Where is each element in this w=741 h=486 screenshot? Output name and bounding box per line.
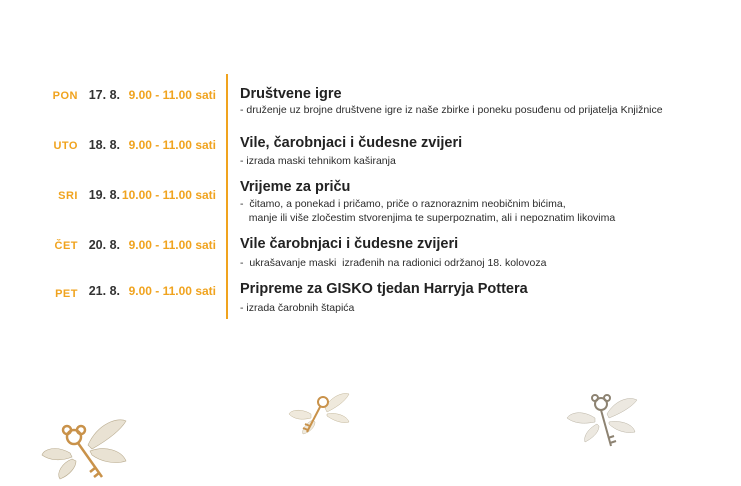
activity-title: Društvene igre [240,86,342,102]
day-label: PET [55,288,78,300]
winged-key-icon [563,392,643,452]
activity-title: Vrijeme za priču [240,179,351,195]
timeline-divider [226,74,228,319]
day-label: PON [52,90,78,102]
activity-title: Vile, čarobnjaci i čudesne zvijeri [240,135,463,151]
time-label: 10.00 - 11.00 sati [121,188,216,202]
date-label: 18. 8. [88,138,120,152]
activity-title: Vile čarobnjaci i čudesne zvijeri [240,236,459,252]
time-label: 9.00 - 11.00 sati [128,238,216,252]
activity-description: - izrada maski tehnikom kaširanja [240,155,396,167]
time-label: 9.00 - 11.00 sati [128,284,216,298]
winged-key-icon [40,415,140,486]
day-label: SRI [58,190,78,202]
time-label: 9.00 - 11.00 sati [128,138,216,152]
date-label: 20. 8. [88,238,120,252]
activity-description: - čitamo, a ponekad i pričamo, priče o raznoraznim neobičnim bićima, manje ili više zločestim stvorenjima te superpoznatim, ali i nepoznatim likovima [240,198,616,224]
activity-description: - izrada čarobnih štapića [240,302,355,314]
activity-description: - ukrašavanje maski izrađenih na radionici održanoj 18. kolovoza [240,257,547,269]
winged-key-icon [287,392,357,438]
day-label: UTO [53,140,78,152]
date-label: 21. 8. [88,284,120,298]
date-label: 19. 8. [88,188,120,202]
date-label: 17. 8. [88,88,120,102]
activity-title: Pripreme za GISKO tjedan Harryja Pottera [240,281,528,297]
day-label: ČET [54,240,78,252]
activity-description: - druženje uz brojne društvene igre iz naše zbirke i poneku posuđenu od prijatelja Knjižnice [240,104,663,116]
time-label: 9.00 - 11.00 sati [128,88,216,102]
